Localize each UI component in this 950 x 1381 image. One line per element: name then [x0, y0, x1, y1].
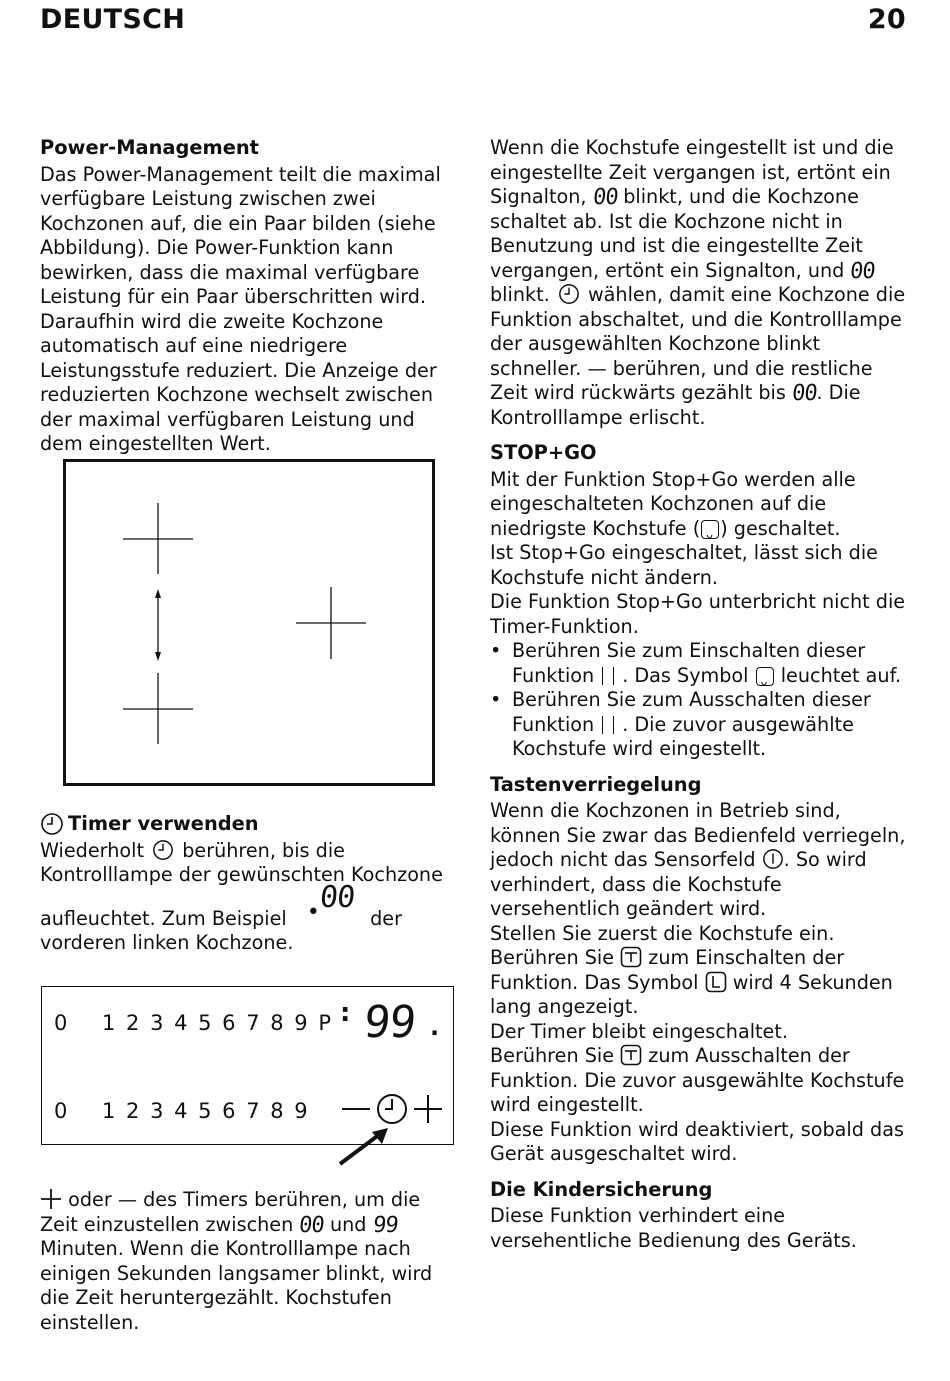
timer-section	[40, 812, 460, 956]
lock-heading: Tastenverriegelung	[490, 772, 702, 796]
child-lock-heading: Die Kindersicherung	[490, 1177, 713, 1201]
cooktop-diagram	[63, 459, 435, 786]
stop-go-symbol-icon: ᴗ	[701, 520, 719, 539]
lock-key-icon	[620, 1044, 642, 1066]
power-sensor-icon	[762, 848, 784, 870]
clock-icon	[152, 839, 174, 861]
timer-text-1: Wiederholt berühren, bis die Kontrolllampe der gewünschten Kochzone aufleuchtet. Zum Beispiel •00 der vorderen linken Kochzone.	[40, 838, 443, 954]
lock-text-5: Berühren Sie zum Ausschalten der Funktion. Die zuvor ausgewählte Kochstufe wird eingestellt.	[490, 1044, 905, 1116]
stop-go-text-2: Ist Stop+Go eingeschaltet, lässt sich die Kochstufe nicht ändern.	[490, 541, 878, 589]
lock-text-2: Stellen Sie zuerst die Kochstufe ein.	[490, 921, 835, 945]
stop-go-bullet-1: • Berühren Sie zum Einschalten dieser Funktion . Das Symbol ᴗ leuchtet auf.	[490, 639, 902, 688]
plus-icon	[40, 1188, 62, 1210]
timer-heading: Timer verwenden	[40, 812, 460, 837]
child-lock-text: Diese Funktion verhindert eine versehentliche Bedienung des Geräts.	[490, 1204, 857, 1252]
timer-clock-icon	[40, 812, 64, 836]
stop-go-bullet-2: • Berühren Sie zum Ausschalten dieser Funktion . Die zuvor ausgewählte Kochstufe wird eingestellt.	[490, 688, 871, 760]
stop-go-text-3: Die Funktion Stop+Go unterbricht nicht die Timer-Funktion.	[490, 590, 906, 638]
lock-text-6: Diese Funktion wird deaktiviert, sobald das Gerät ausgeschaltet wird.	[490, 1117, 904, 1165]
lock-key-icon	[620, 946, 642, 968]
power-management-text: Das Power-Management teilt die maximal verfügbare Leistung zwischen zwei Kochzonen auf, die ein Paar bilden (siehe Abbildung). Die Power-Funktion kann bewirken, dass die maximal verfügbare Leistung für ein Paar überschritten wird. Daraufhin wird die zweite Kochzone automatisch auf eine niedrigere Leistungsstufe reduziert. Die Anzeige der reduzierten Kochzone wechselt zwischen der maximal verfügbaren Leistung und dem eingestellten Wert.	[40, 162, 441, 455]
control-panel-illustration: 0 1 2 3 4 5 6 7 8 9 P : 99 . 0 1 2 3 4 5 6 7 8 9	[41, 986, 454, 1145]
right-column	[490, 136, 910, 1253]
timer-end-text: Wenn die Kochstufe eingestellt ist und die eingestellte Zeit vergangen ist, ertönt ein Signalton, 00 blinkt, und die Kochzone schaltet ab. Ist die Kochzone nicht in Benutzung und ist die eingestellte Zeit vergangen, ertönt ein Signalton, und 00 blinkt. wählen, damit eine Kochzone die Funktion abschaltet, und die Kontrolllampe der ausgewählten Kochzone blinkt schneller. — berühren, und die restliche Zeit wird rückwärts gezählt bis 00. Die Kontrolllampe erlischt.	[490, 136, 906, 429]
panel-row2-levels: 1 2 3 4 5 6 7 8 9	[102, 1099, 310, 1123]
header-language: DEUTSCH	[40, 4, 186, 35]
panel-display: 99	[361, 997, 418, 1048]
panel-row1-levels: 1 2 3 4 5 6 7 8 9 P	[102, 1011, 333, 1035]
display-example: •00	[306, 879, 356, 925]
stop-go-text-1: Mit der Funktion Stop+Go werden alle eingeschalteten Kochzonen auf die niedrigste Kochstufe ( ᴗ ) geschaltet.	[490, 467, 856, 541]
stop-go-key-icon	[602, 667, 614, 685]
timer-clock-icon	[378, 1095, 406, 1123]
timer-text-2: oder — des Timers berühren, um die Zeit einzustellen zwischen 00 und 99 Minuten. Wenn die Kontrolllampe nach einigen Sekunden langsamer blinkt, wird die Zeit heruntergezählt. Kochstufen einstellen.	[40, 1188, 433, 1334]
panel-row1-zero: 0	[54, 1011, 68, 1035]
stop-go-key-icon	[602, 716, 614, 734]
left-column	[40, 136, 460, 457]
page-number: 20	[867, 4, 906, 35]
panel-row2-zero: 0	[54, 1099, 68, 1123]
power-management-heading: Power-Management	[40, 136, 259, 159]
panel-colon: :	[340, 998, 351, 1028]
lock-symbol-icon	[705, 971, 727, 993]
lock-text-3: Berühren Sie zum Einschalten der Funktion. Das Symbol wird 4 Sekunden lang angezeigt.	[490, 946, 893, 1018]
clock-icon	[558, 283, 580, 305]
stop-go-symbol-icon: ᴗ	[756, 667, 774, 686]
lock-text-1: Wenn die Kochzonen in Betrieb sind, können Sie zwar das Bedienfeld verriegeln, jedoch nicht das Sensorfeld . So wird verhindert, dass die Kochstufe versehentlich geändert wird.	[490, 799, 906, 920]
pointer-arrow-icon	[336, 1124, 396, 1168]
stop-go-heading: STOP+GO	[490, 441, 597, 464]
lock-text-4: Der Timer bleibt eingeschaltet.	[490, 1019, 788, 1043]
